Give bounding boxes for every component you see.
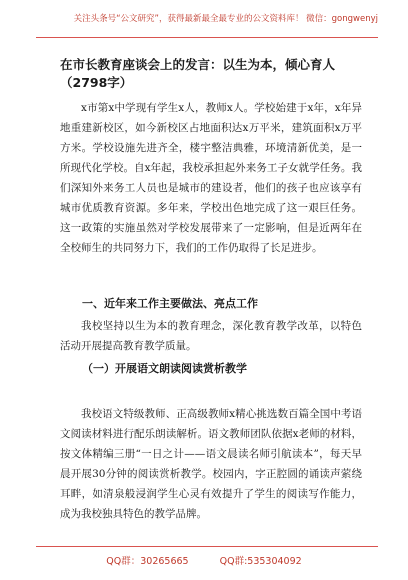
paragraph-approach: 我校坚持以生为本的教育理念，深化教育教学改革，以特色活动开展提高教育教学质量。 [60,320,362,352]
footer-divider [36,546,378,547]
section-heading-1: 一、近年来工作主要做法、亮点工作 [82,297,258,310]
footer-qq-group-2: QQ群:535304092 [219,556,302,567]
paragraph-reading-teaching: 我校语文特级教师、正高级教师x精心挑选数百篇全国中考语文阅读材料进行配乐朗读解析。语文教师团队依据x老师的材料，按文体精编三册“一日之计——语文晨读名师引航读本”，每天早晨开展30分钟的阅读赏析教学。校园内，字正腔圆的诵读声萦绕耳畔，如清泉般浸润学生心灵有效提升了学生的阅读写作能力，成为我校独具特色的教学品牌。 [60,408,362,520]
page-header-banner: 关注头条号“公文研究”，获得最新最全最专业的公文资料库！ 微信：gongwenyj [73,14,378,24]
footer-qq-group-1: QQ群：30265665 [106,556,189,567]
header-divider [36,37,378,38]
document-title: 在市长教育座谈会上的发言：以生为本，倾心育人（2798字） [60,57,336,90]
paragraph-intro: x市第x中学现有学生x人，教师x人。学校始建于x年，x年异地重建新校区，如今新校区占地面积达x万平米，建筑面积x万平方米。学校设施先进齐全，楼宇整洁典雅，环境清新优美，是一所现代化学校。自x年起，我校承担起外来务工子女就学任务。我们深知外来务工人员也是城市的建设者，他们的孩子也应该享有城市优质教育资源。多年来，学校出色地完成了这一艰巨任务。这一政策的实施虽然对学校发展带来了一定影响，但是近两年在全校师生的共同努力下，我们的工作仍取得了长足进步。 [60,102,362,254]
page-footer [0,553,408,567]
subsection-heading-1: （一）开展语文朗读阅读赏析教学 [82,362,247,375]
